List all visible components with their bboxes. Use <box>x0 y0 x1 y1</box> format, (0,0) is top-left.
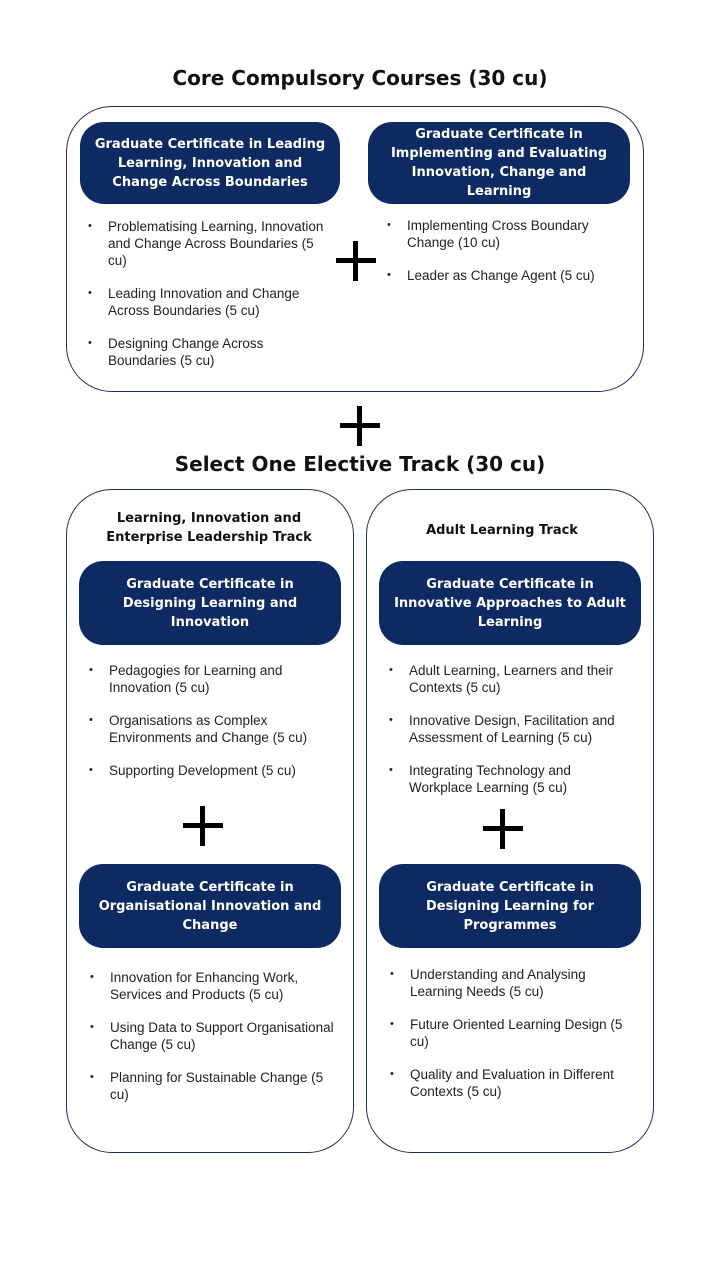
track-title: Learning, Innovation and Enterprise Leadership Track <box>106 511 312 545</box>
course-list <box>389 662 635 812</box>
list-item: • Organisations as Complex Environments and Change (5 cu) <box>89 712 333 746</box>
plus-icon <box>340 406 380 446</box>
list-item: • Future Oriented Learning Design (5 cu) <box>390 1016 636 1050</box>
list-item: • Designing Change Across Boundaries (5 cu) <box>88 335 334 369</box>
elective-title: Select One Elective Track (30 cu) <box>174 452 546 476</box>
course-list <box>90 969 334 1119</box>
core-title: Core Compulsory Courses (30 cu) <box>172 66 548 90</box>
list-item: • Innovation for Enhancing Work, Services and Products (5 cu) <box>90 969 334 1003</box>
course-list <box>89 662 333 795</box>
list-item: • Problematising Learning, Innovation and Change Across Boundaries (5 cu) <box>88 218 334 269</box>
core-left-certificate: Graduate Certificate in Leading Learning, Innovation and Change Across Boundaries <box>80 122 340 204</box>
list-item: • Pedagogies for Learning and Innovation (5 cu) <box>89 662 333 696</box>
list-item: • Adult Learning, Learners and their Contexts (5 cu) <box>389 662 635 696</box>
list-item: • Implementing Cross Boundary Change (10 cu) <box>387 217 623 251</box>
certificate-pill: Graduate Certificate in Innovative Approaches to Adult Learning <box>379 561 641 645</box>
list-item: • Leader as Change Agent (5 cu) <box>387 267 623 284</box>
list-item: • Innovative Design, Facilitation and Assessment of Learning (5 cu) <box>389 712 635 746</box>
core-right-certificate: Graduate Certificate in Implementing and Evaluating Innovation, Change and Learning <box>368 122 630 204</box>
plus-icon <box>336 241 376 281</box>
list-item: • Quality and Evaluation in Different Contexts (5 cu) <box>390 1066 636 1100</box>
course-list <box>390 966 636 1116</box>
plus-icon <box>483 809 523 849</box>
list-item: • Integrating Technology and Workplace Learning (5 cu) <box>389 762 635 796</box>
plus-icon <box>183 806 223 846</box>
list-item: • Planning for Sustainable Change (5 cu) <box>90 1069 334 1103</box>
list-item: • Using Data to Support Organisational Change (5 cu) <box>90 1019 334 1053</box>
certificate-pill: Graduate Certificate in Designing Learning and Innovation <box>79 561 341 645</box>
track-title: Adult Learning Track <box>426 523 578 538</box>
list-item: • Understanding and Analysing Learning Needs (5 cu) <box>390 966 636 1000</box>
core-left-course-list <box>88 218 334 385</box>
list-item: • Leading Innovation and Change Across Boundaries (5 cu) <box>88 285 334 319</box>
certificate-pill: Graduate Certificate in Organisational Innovation and Change <box>79 864 341 948</box>
core-right-course-list <box>387 217 623 300</box>
list-item: • Supporting Development (5 cu) <box>89 762 333 779</box>
certificate-pill: Graduate Certificate in Designing Learning for Programmes <box>379 864 641 948</box>
